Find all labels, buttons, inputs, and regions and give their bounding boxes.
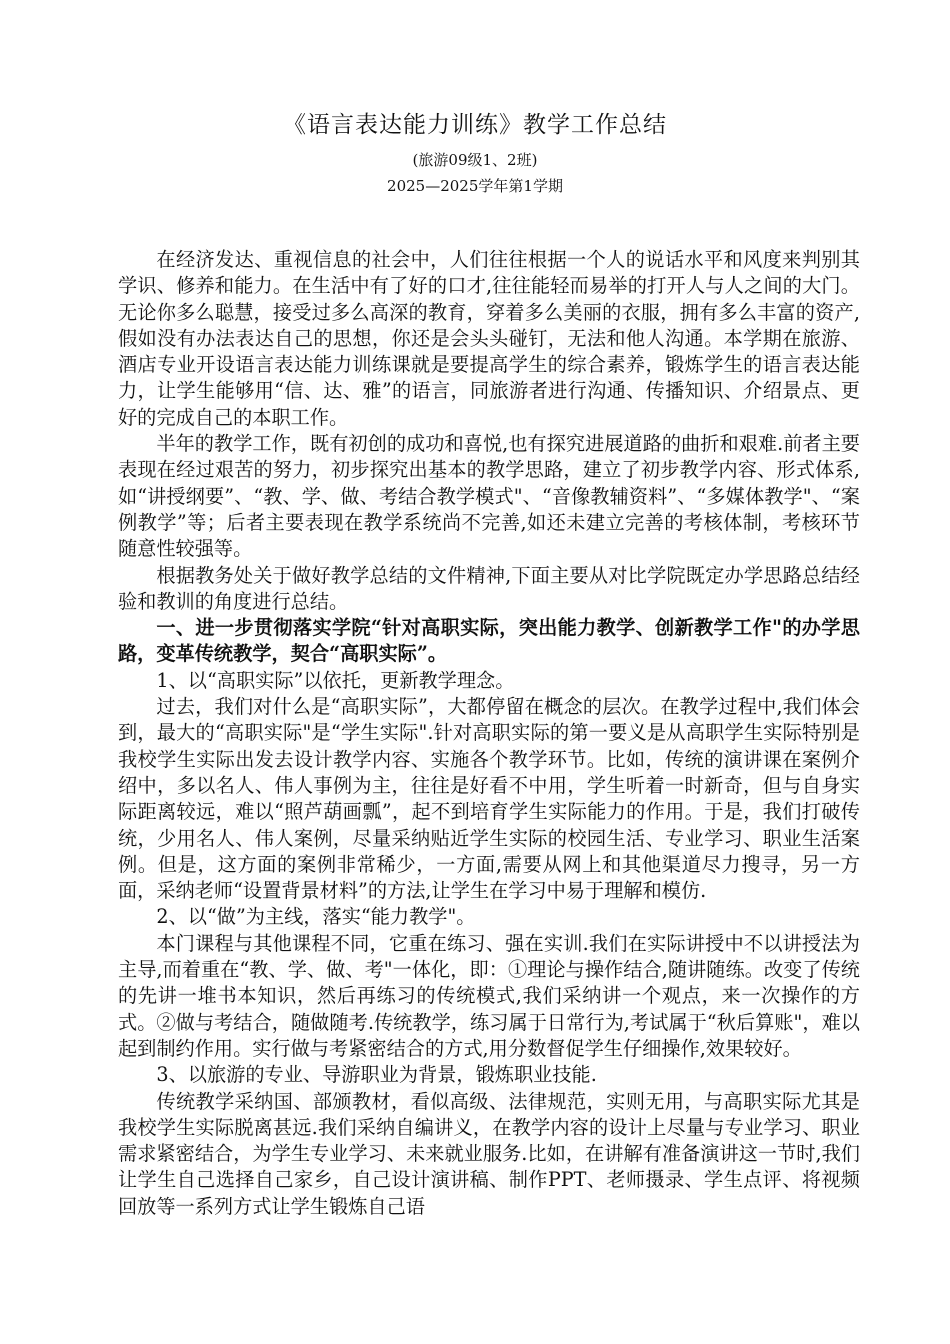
paragraph-overview: 半年的教学工作，既有初创的成功和喜悦,也有探究进展道路的曲折和艰难.前者主要表现在经过艰苦的努力，初步探究出基本的教学思路，建立了初步教学内容、形式体系,如“讲授纲要”、“教、学、做、考结合教学模式"、“音像教辅资料”、“多媒体教学"、“案例教学”等；后者主要表现在教学系统尚不完善,如还未建立完善的考核体制，考核环节随意性较强等。 — [118, 432, 860, 561]
document-body — [118, 247, 860, 1220]
paragraph-basis: 根据教务处关于做好教学总结的文件精神,下面主要从对比学院既定办学思路总结经验和教训的角度进行总结。 — [118, 563, 860, 613]
section-heading-1: 一、进一步贯彻落实学院“针对高职实际，突出能力教学、创新教学工作"的办学思路，变革传统教学，契合“高职实际”。 — [118, 616, 860, 666]
paragraph-subsection-1: 过去，我们对什么是“高职实际”，大都停留在概念的层次。在教学过程中,我们体会到，最大的“高职实际"是“学生实际".针对高职实际的第一要义是从高职学生实际特别是我校学生实际出发去设计教学内容、实施各个教学环节。比如，传统的演讲课在案例介绍中，多以名人、伟人事例为主，往往是好看不中用，学生听着一时新奇，但与自身实际距离较远，难以“照芦葫画瓢”，起不到培育学生实际能力的作用。于是，我们打破传统，少用名人、伟人案例，尽量采纳贴近学生实际的校园生活、专业学习、职业生活案例。但是，这方面的案例非常稀少，一方面,需要从网上和其他渠道尽力搜寻，另一方面，采纳老师“设置背景材料”的方法,让学生在学习中易于理解和模仿. — [118, 695, 860, 903]
paragraph-subsection-3: 传统教学采纳国、部颁教材，看似高级、法律规范，实则无用，与高职实际尤其是我校学生实际脱离甚远.我们采纳自编讲义，在教学内容的设计上尽量与专业学习、职业需求紧密结合，为学生专业学习、未来就业服务.比如，在讲解有准备演讲这一节时,我们让学生自己选择自己家乡，自己设计演讲稿、制作PPT、老师摄录、学生点评、将视频回放等一系列方式让学生锻炼自己语 — [118, 1089, 860, 1218]
subheading-3: 3、以旅游的专业、导游职业为背景，锻炼职业技能. — [156, 1063, 597, 1087]
document-subtitle-term: 2025—2025学年第1学期 — [387, 177, 563, 195]
document-subtitle-class: (旅游09级1、2班) — [412, 151, 538, 169]
paragraph-intro: 在经济发达、重视信息的社会中，人们往往根据一个人的说话水平和风度来判别其学识、修养和能力。在生活中有了好的口才,往往能轻而易举的打开人与人之间的大门。无论你多么聪慧，接受过多么高深的教育，穿着多么美丽的衣服，拥有多么丰富的资产,假如没有办法表达自己的思想，你还是会头头碰钉，无法和他人沟通。本学期在旅游、酒店专业开设语言表达能力训练课就是要提高学生的综合素养，锻炼学生的语言表达能力，让学生能够用“信、达、雅”的语言，同旅游者进行沟通、传播知识、介绍景点、更好的完成自己的本职工作。 — [118, 248, 860, 429]
paragraph-subsection-2: 本门课程与其他课程不同，它重在练习、强在实训.我们在实际讲授中不以讲授法为主导,而着重在“教、学、做、考"一体化，即：①理论与操作结合,随讲随练。改变了传统的先讲一堆书本知识，然后再练习的传统模式,我们采纳讲一个观点，来一次操作的方式。②做与考结合，随做随考.传统教学，练习属于日常行为,考试属于“秋后算账"，难以起到制约作用。实行做与考紧密结合的方式,用分数督促学生仔细操作,效果较好。 — [118, 931, 860, 1060]
document-title: 《语言表达能力训练》教学工作总结 — [283, 112, 667, 138]
subheading-1: 1、以“高职实际”以依托，更新教学理念。 — [156, 668, 515, 692]
subheading-2: 2、以“做”为主线，落实“能力教学"。 — [156, 905, 476, 929]
